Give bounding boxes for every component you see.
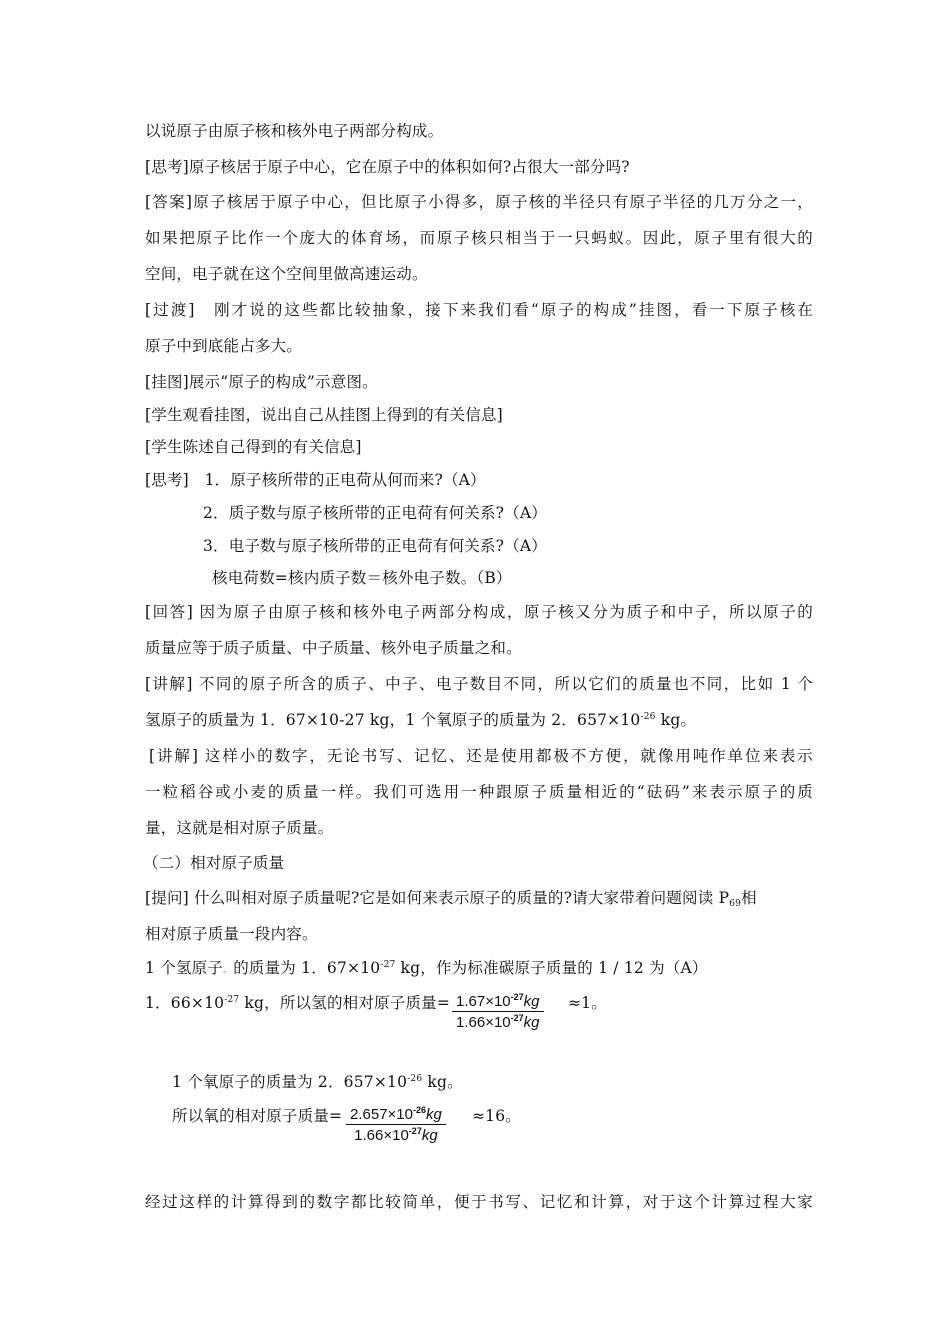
edit-mark: 。 bbox=[223, 965, 234, 976]
fraction-numerator: $1.67\times 10^{-27}kg$ bbox=[452, 993, 544, 1012]
answer-line: 空间，电子就在这个空间里做高速运动。 bbox=[145, 265, 428, 283]
fraction-numerator: $2.657\times 10^{-26}kg$ bbox=[346, 1106, 446, 1125]
mass-line: 氢原子的质量为 1．67×10-27 kg，1 个氧原子的质量为 2．$657\times 10^{-26}$ kg。 bbox=[145, 711, 697, 729]
explain-line: [讲解] 不同的原子所含的质子、中子、电子数目不同，所以它们的质量也不同，比如 1 个 bbox=[145, 675, 813, 693]
reply-line: [回答] 因为原子由原子核和核外电子两部分构成，原子核又分为质子和中子，所以原子的 bbox=[145, 603, 813, 621]
answer-line: 如果把原子比作一个庞大的体育场，而原子核只相当于一只蚂蚁。因此，原子里有很大的 bbox=[145, 229, 813, 247]
oxygen-relative-line: 所以氧的相对原子质量= bbox=[172, 1107, 343, 1125]
text-line: 以说原子由原子核和核外电子两部分构成。 bbox=[145, 122, 444, 140]
think-question: [思考]原子核居于原子中心，它在原子中的体积如何?占很大一部分吗? bbox=[145, 158, 630, 176]
formula-line: 核电荷数=核内质子数＝核外电子数。（B） bbox=[212, 569, 512, 587]
section-heading: （二）相对原子质量 bbox=[143, 854, 285, 872]
question-line: 相对原子质量一段内容。 bbox=[145, 925, 318, 943]
fraction-denominator: $1.66\times 10^{-27}kg$ bbox=[456, 1013, 540, 1031]
explain-line: 一粒稻谷或小麦的质量一样。我们可选用一种跟原子质量相近的“砝码”来表示原子的质 bbox=[145, 783, 813, 801]
answer-line: [答案]原子核居于原子中心，但比原子小得多，原子核的半径只有原子半径的几万分之一， bbox=[145, 193, 813, 211]
oxygen-mass-line: 1 个氧原子的质量为 2．$657\times 10^{-26}$ kg。 bbox=[172, 1073, 463, 1091]
hydrogen-approx: ≈1。 bbox=[568, 994, 607, 1012]
hydrogen-relative-line: 1．$66\times 10^{-27}$ kg，所以氢的相对原子质量= bbox=[145, 994, 451, 1012]
transition-line: 原子中到底能占多大。 bbox=[145, 337, 303, 355]
student-activity: [学生陈述自己得到的有关信息] bbox=[145, 438, 362, 456]
question-line: [提问] 什么叫相对原子质量呢?它是如何来表示原子的质量的?请大家带着问题阅读 $P_{69}$相 bbox=[145, 889, 757, 909]
oxygen-approx: ≈16。 bbox=[472, 1107, 522, 1125]
think-item: 2．质子数与原子核所带的正电荷有何关系?（A） bbox=[203, 504, 547, 522]
think-item: 3．电子数与原子核所带的正电荷有何关系?（A） bbox=[203, 537, 547, 555]
explain-line: [讲解] 这样小的数字，无论书写、记忆、还是使用都极不方便，就像用吨作单位来表示 bbox=[149, 747, 813, 765]
student-activity: [学生观看挂图，说出自己从挂图上得到的有关信息] bbox=[145, 406, 503, 424]
hydrogen-mass-line: 1 个氢原子。的质量为 1．$67\times 10^{-27}$ kg，作为标准碳原子质量的 1 / 12 为（A） bbox=[145, 959, 708, 977]
text-line: 经过这样的计算得到的数字都比较简单，便于书写、记忆和计算，对于这个计算过程大家 bbox=[145, 1193, 813, 1211]
explain-line: 量，这就是相对原子质量。 bbox=[145, 819, 334, 837]
fraction-denominator: $1.66\times 10^{-27}kg$ bbox=[354, 1126, 438, 1144]
transition-line: [过渡] 刚才说的这些都比较抽象，接下来我们看“原子的构成”挂图，看一下原子核在 bbox=[145, 301, 813, 319]
think-item: [思考] 1．原子核所带的正电荷从何而来?（A） bbox=[145, 471, 486, 489]
hydrogen-fraction bbox=[452, 993, 544, 1031]
oxygen-fraction bbox=[346, 1106, 446, 1144]
reply-line: 质量应等于质子质量、中子质量、核外电子质量之和。 bbox=[145, 639, 522, 657]
wallchart-line: [挂图]展示“原子的构成”示意图。 bbox=[145, 373, 378, 391]
